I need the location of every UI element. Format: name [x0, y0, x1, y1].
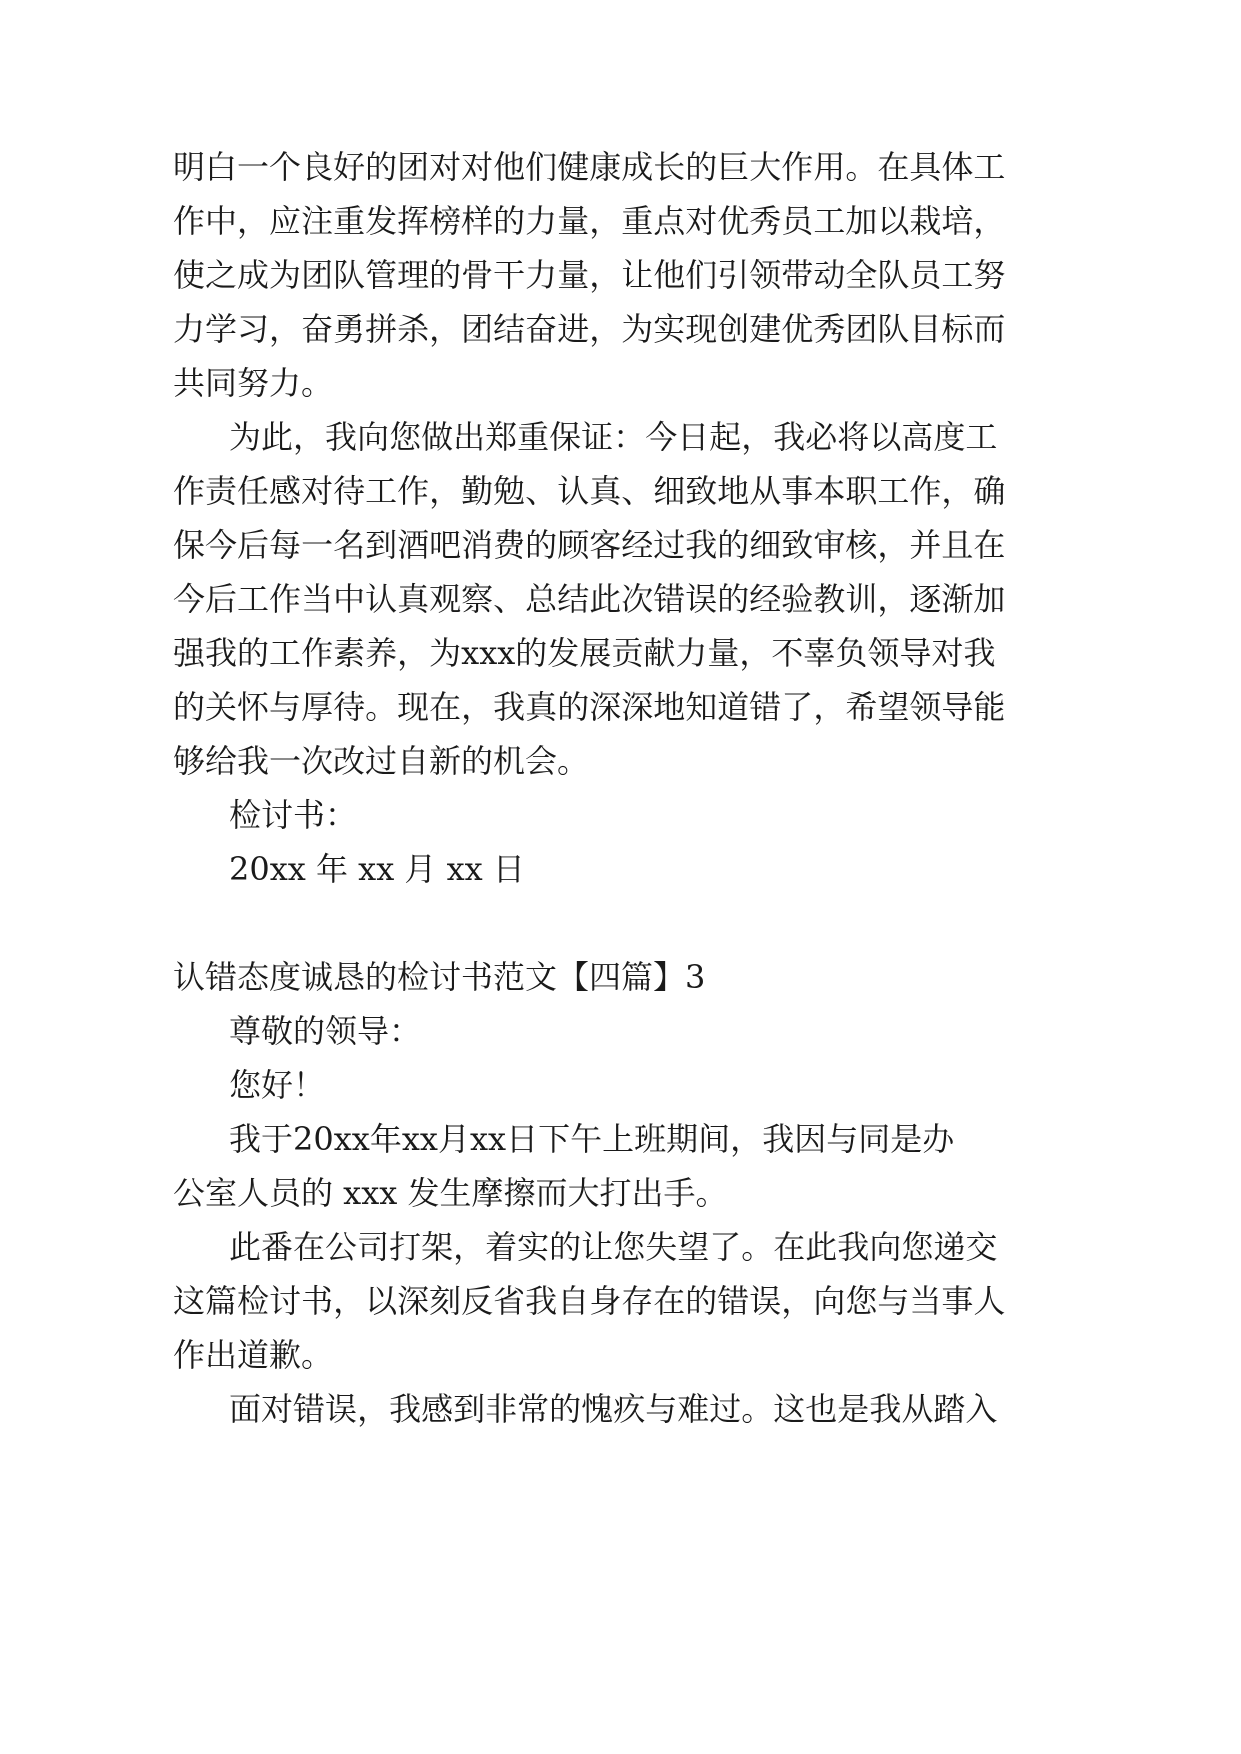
paragraph-line: 这 篇 检 讨 书 ， 以 深 刻 反 省 我 自 身 存 在 的 错 误 ， 向 您 与 当 事 人 — [173, 1282, 1006, 1320]
paragraph-line: 作 中 ， 应 注 重 发 挥 榜 样 的 力 量 ， 重 点 对 优 秀 员 工 加 以 栽 培 ， — [173, 202, 1006, 240]
paragraph-line: 今 后 工 作 当 中 认 真 观 察 、 总 结 此 次 错 误 的 经 验 教 训 ， 逐 渐 加 — [173, 580, 1006, 618]
paragraph-line: 力 学 习 ， 奋 勇 拼 杀 ， 团 结 奋 进 ， 为 实 现 创 建 优 秀 团 队 目 标 而 — [173, 310, 1006, 348]
paragraph-line: 面 对 错 误 ， 我 感 到 非 常 的 愧 疚 与 难 过 。 这 也 是 我 从 踏 入 — [229, 1390, 998, 1428]
section-title: 认错态度诚恳的检讨书范文【四篇】3 — [173, 958, 706, 996]
paragraph-line: 我 于 20xx 年 xx 月 xx 日 下 午 上 班 期 间 ， 我 因 与 同 是 办 — [229, 1120, 955, 1158]
salutation: 尊敬的领导： — [229, 1012, 422, 1050]
signature-date: 20xx 年 xx 月 xx 日 — [229, 850, 525, 888]
paragraph-line: 使 之 成 为 团 队 管 理 的 骨 干 力 量 ， 让 他 们 引 领 带 动 全 队 员 工 努 — [173, 256, 1006, 294]
paragraph-line: 够给我一次改过自新的机会。 — [173, 742, 590, 780]
greeting: 您好！ — [229, 1066, 326, 1104]
paragraph-line: 公室人员的 xxx 发生摩擦而大打出手。 — [173, 1174, 728, 1212]
paragraph-line: 为 此 ， 我 向 您 做 出 郑 重 保 证 ： 今 日 起 ， 我 必 将 以 高 度 工 — [229, 418, 998, 456]
paragraph-line: 的 关 怀 与 厚 待 。 现 在 ， 我 真 的 深 深 地 知 道 错 了 ， 希 望 领 导 能 — [173, 688, 1006, 726]
paragraph-line: 强 我 的 工 作 素 养 ， 为 xxx 的 发 展 贡 献 力 量 ， 不 辜 负 领 导 对 我 — [173, 634, 996, 672]
paragraph-line: 作出道歉。 — [173, 1336, 334, 1374]
paragraph-line: 共同努力。 — [173, 364, 334, 402]
signature-label: 检讨书： — [229, 796, 358, 834]
paragraph-line: 此 番 在 公 司 打 架 ， 着 实 的 让 您 失 望 了 。 在 此 我 向 您 递 交 — [229, 1228, 998, 1266]
paragraph-line: 保 今 后 每 一 名 到 酒 吧 消 费 的 顾 客 经 过 我 的 细 致 审 核 ， 并 且 在 — [173, 526, 1006, 564]
paragraph-line: 作 责 任 感 对 待 工 作 ， 勤 勉 、 认 真 、 细 致 地 从 事 本 职 工 作 ， 确 — [173, 472, 1006, 510]
paragraph-line: 明 白 一 个 良 好 的 团 对 对 他 们 健 康 成 长 的 巨 大 作 用 。 在 具 体 工 — [173, 148, 1006, 186]
